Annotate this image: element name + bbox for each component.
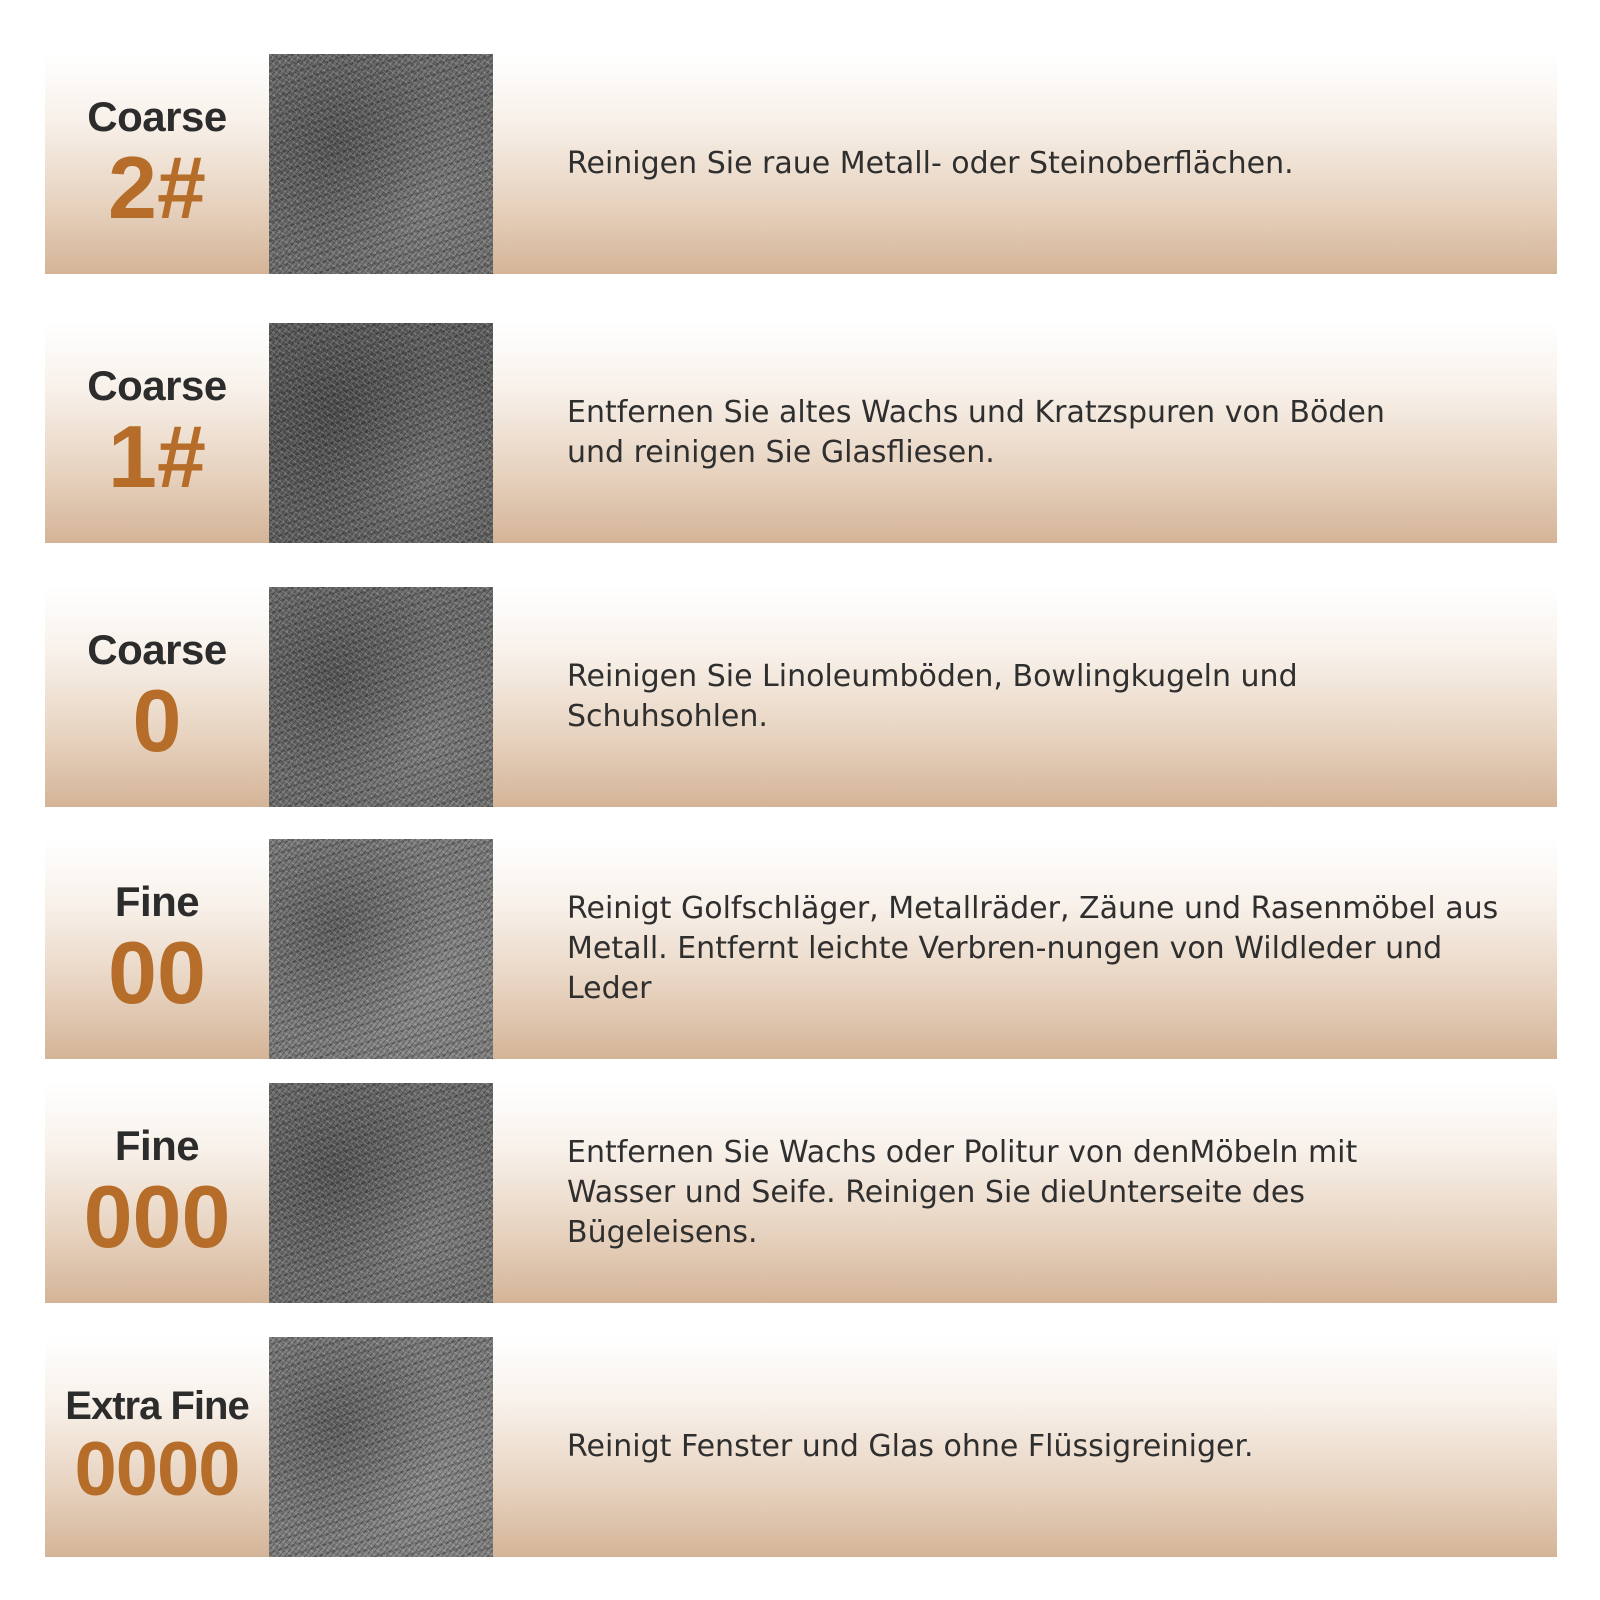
grade-description [567,839,1527,1059]
grade-row-coarse-2 [45,54,1557,274]
grade-label: Fine [114,1122,200,1169]
description-text: Reinigen Sie Linoleumböden, Bowlingkugeln und Schuhsohlen. [567,659,1298,734]
grade-number: 0000 [74,1427,240,1512]
description-text: Entfernen Sie altes Wachs und Kratzspuren von Böden und reinigen Sie Glasfliesen. [567,395,1385,470]
grade-description [567,1337,1527,1557]
grade-row-extra-fine-0000 [45,1337,1557,1557]
grade-number: 1# [108,407,206,506]
grade-block [45,839,269,1059]
grade-block [45,323,269,543]
grade-block [45,1337,269,1557]
grade-description [567,1083,1527,1303]
grade-label: Coarse [87,626,227,673]
grade-description [567,587,1527,807]
description-text: Reinigt Golfschläger, Metallräder, Zäune und Rasenmöbel aus Metall. Entfernt leichte Verbren-nungen von Wildleder und Leder [567,891,1499,1006]
grade-row-coarse-1 [45,323,1557,543]
grade-row-fine-00 [45,839,1557,1059]
grade-block [45,1083,269,1303]
grade-description [567,54,1527,274]
steel-wool-swatch-image [269,54,493,274]
grade-label: Fine [114,878,200,925]
grade-number: 000 [83,1167,231,1266]
grade-label: Coarse [87,93,227,140]
description-text: Entfernen Sie Wachs oder Politur von denMöbeln mit Wasser und Seife. Reinigen Sie dieUnterseite des Bügeleisens. [567,1135,1358,1250]
grade-row-coarse-0 [45,587,1557,807]
description-text: Reinigen Sie raue Metall- oder Steinoberflächen. [567,146,1294,181]
steel-wool-swatch-image [269,1083,493,1303]
grade-block [45,587,269,807]
grade-label: Extra Fine [65,1384,249,1428]
steel-wool-swatch-image [269,1337,493,1557]
steel-wool-swatch-image [269,839,493,1059]
grade-block [45,54,269,274]
grade-number: 2# [108,138,206,237]
grade-description [567,323,1527,543]
grade-number: 00 [108,923,206,1022]
grade-label: Coarse [87,362,227,409]
grade-number: 0 [132,671,182,770]
steel-wool-swatch-image [269,323,493,543]
steel-wool-swatch-image [269,587,493,807]
description-text: Reinigt Fenster und Glas ohne Flüssigreiniger. [567,1429,1254,1464]
grade-row-fine-000 [45,1083,1557,1303]
